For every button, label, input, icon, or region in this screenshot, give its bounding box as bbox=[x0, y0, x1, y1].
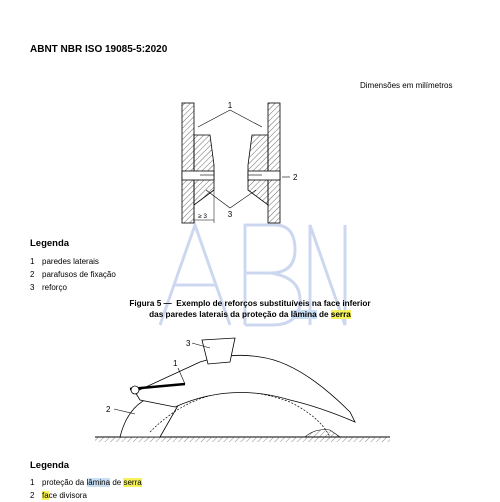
fig6-callout-3: 3 bbox=[186, 339, 191, 348]
right-screw bbox=[248, 171, 280, 180]
units-note: Dimensões em milímetros bbox=[360, 81, 453, 90]
list-item: 1 paredes laterais bbox=[30, 257, 99, 266]
left-reinforcement bbox=[194, 135, 214, 205]
list-item: 3 reforço bbox=[30, 283, 67, 292]
left-side-wall bbox=[182, 103, 194, 223]
right-side-wall bbox=[268, 103, 280, 223]
list-item: 2 face divisora bbox=[30, 491, 87, 500]
fig5-dimension: ≥ 3 bbox=[198, 213, 207, 220]
figure5-caption: Figura 5 — Exemplo de reforços substituíveis na face inferior das paredes laterais da proteção da lâmina de serra bbox=[129, 299, 371, 319]
right-reinforcement bbox=[248, 135, 268, 205]
fig5-legend-title: Legenda bbox=[30, 238, 70, 249]
fig6-legend-list bbox=[30, 476, 142, 502]
fig5-callout-3: 3 bbox=[227, 210, 233, 219]
list-item: 2 parafusos de fixação bbox=[30, 270, 116, 279]
left-screw bbox=[182, 171, 214, 180]
guard-top-tube bbox=[202, 338, 235, 364]
fig6-legend-title: Legenda bbox=[30, 460, 70, 471]
figure5-drawing bbox=[170, 95, 310, 230]
fig5-legend-list bbox=[30, 255, 116, 294]
fig6-callout-2: 2 bbox=[106, 405, 111, 414]
figure6-drawing bbox=[90, 332, 390, 452]
document-code: ABNT NBR ISO 19085-5:2020 bbox=[30, 44, 168, 55]
fig5-callout-1: 1 bbox=[227, 101, 233, 110]
fig6-callout-1: 1 bbox=[173, 359, 178, 368]
list-item: 1 proteção da lâmina de serra bbox=[30, 478, 142, 487]
fig5-callout-2: 2 bbox=[293, 173, 298, 182]
